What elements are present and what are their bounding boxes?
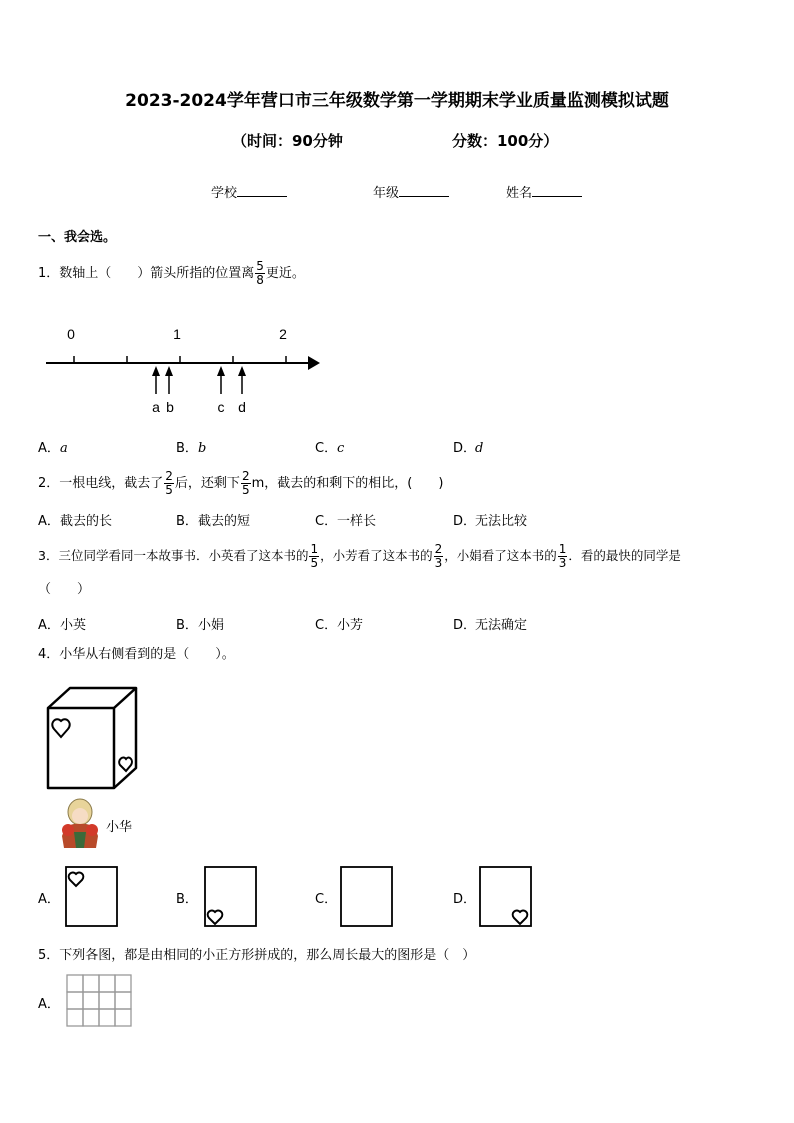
- exam-score: 分数：100分）: [452, 132, 559, 150]
- heart-front-icon: [52, 719, 69, 737]
- grade-field[interactable]: [373, 182, 449, 201]
- q1-option-c[interactable]: C．c: [315, 441, 345, 456]
- q5-option-a-figure[interactable]: [66, 974, 134, 1028]
- q3-option-a[interactable]: A．小英: [38, 618, 87, 633]
- pointer-arrows: [152, 366, 246, 394]
- grade-label: 年级: [373, 186, 400, 201]
- exam-time: （时间：90分钟: [232, 132, 343, 150]
- arrow-label-d: d: [238, 399, 246, 415]
- q2-option-b[interactable]: B．截去的短: [176, 514, 251, 529]
- school-blank[interactable]: [237, 184, 287, 197]
- q4-option-b-label[interactable]: B．: [176, 892, 198, 907]
- question-5: 5．下列各图，都是由相同的小正方形拼成的，那么周长最大的图形是（ ）: [38, 948, 476, 963]
- axis-arrow-icon: [308, 356, 320, 370]
- q1-text-end: 更近。: [265, 266, 305, 281]
- q4-option-b-figure[interactable]: [204, 866, 258, 928]
- q4-option-c-label[interactable]: C．: [315, 892, 338, 907]
- q1-fraction: $\frac{5}{8}$: [256, 259, 264, 287]
- question-2: 2．一根电线，截去了 $\frac{2}{5}$ 后，还剩下 $\frac{2}{5}$ m，截去的和剩下的相比，( ): [38, 469, 444, 497]
- q4-option-c-figure[interactable]: [340, 866, 394, 928]
- heart-icon: [69, 873, 84, 886]
- person-xiaohua-icon: [56, 796, 104, 848]
- q4-option-a-figure[interactable]: [65, 866, 119, 928]
- heart-side-icon: [119, 758, 132, 771]
- grade-blank[interactable]: [399, 184, 449, 197]
- q4-option-a-label[interactable]: A．: [38, 892, 60, 907]
- question-1: [38, 260, 305, 287]
- name-label: 姓名: [506, 186, 533, 201]
- q1-option-d[interactable]: D．d: [453, 441, 484, 456]
- q2-option-c[interactable]: C．一样长: [315, 514, 377, 529]
- person-label: 小华: [106, 820, 133, 835]
- section-title: 一、我会选。: [38, 230, 117, 245]
- number-line: [40, 320, 330, 420]
- q3-option-b[interactable]: B．小娟: [176, 618, 225, 633]
- question-3-blank: （ ）: [38, 582, 91, 597]
- q4-option-d-label[interactable]: D．: [453, 892, 477, 907]
- q1-text: 1．数轴上（ ）箭头所指的位置离: [38, 266, 255, 281]
- question-4: 4．小华从右侧看到的是（ ）。: [38, 647, 235, 662]
- heart-icon: [208, 911, 223, 924]
- axis-ticks: [74, 356, 286, 363]
- arrow-label-a: a: [152, 399, 160, 415]
- tick-label-0: 0: [67, 326, 75, 342]
- school-label: 学校: [211, 186, 238, 201]
- page-title: 2023-2024学年营口市三年级数学第一学期期末学业质量监测模拟试题: [125, 91, 669, 111]
- tick-label-1: 1: [173, 326, 181, 342]
- tick-label-2: 2: [279, 326, 287, 342]
- question-3: 3．三位同学看同一本故事书．小英看了这本书的 $\frac{1}{5}$ ，小芳看了这本书的 $\frac{2}{3}$ ，小娟看了这本书的 $\frac{1}{3}$ ．看的最快的同学是: [38, 542, 681, 570]
- q3-fraction-3: $\frac{1}{3}$: [558, 542, 567, 570]
- q2-fraction-2: $\frac{2}{5}$: [241, 469, 250, 497]
- q2-option-a[interactable]: A．截去的长: [38, 514, 113, 529]
- name-field[interactable]: [506, 182, 582, 201]
- q2-option-d[interactable]: D．无法比较: [453, 514, 528, 529]
- arrow-label-b: b: [166, 399, 174, 415]
- q5-option-a-label[interactable]: A．: [38, 997, 60, 1012]
- q2-fraction-1: $\frac{2}{5}$: [165, 469, 173, 497]
- q1-option-a[interactable]: A．a: [38, 441, 68, 456]
- cube-figure: [44, 684, 140, 794]
- name-blank[interactable]: [532, 184, 582, 197]
- q3-option-d[interactable]: D．无法确定: [453, 618, 528, 633]
- school-field[interactable]: [211, 182, 287, 201]
- q3-option-c[interactable]: C．小芳: [315, 618, 364, 633]
- q3-fraction-2: $\frac{2}{3}$: [434, 542, 443, 570]
- arrow-label-c: c: [217, 399, 225, 415]
- q1-option-b[interactable]: B．b: [176, 441, 207, 456]
- q4-option-d-figure[interactable]: [479, 866, 533, 928]
- q3-fraction-1: $\frac{1}{5}$: [310, 542, 319, 570]
- heart-icon: [513, 911, 528, 924]
